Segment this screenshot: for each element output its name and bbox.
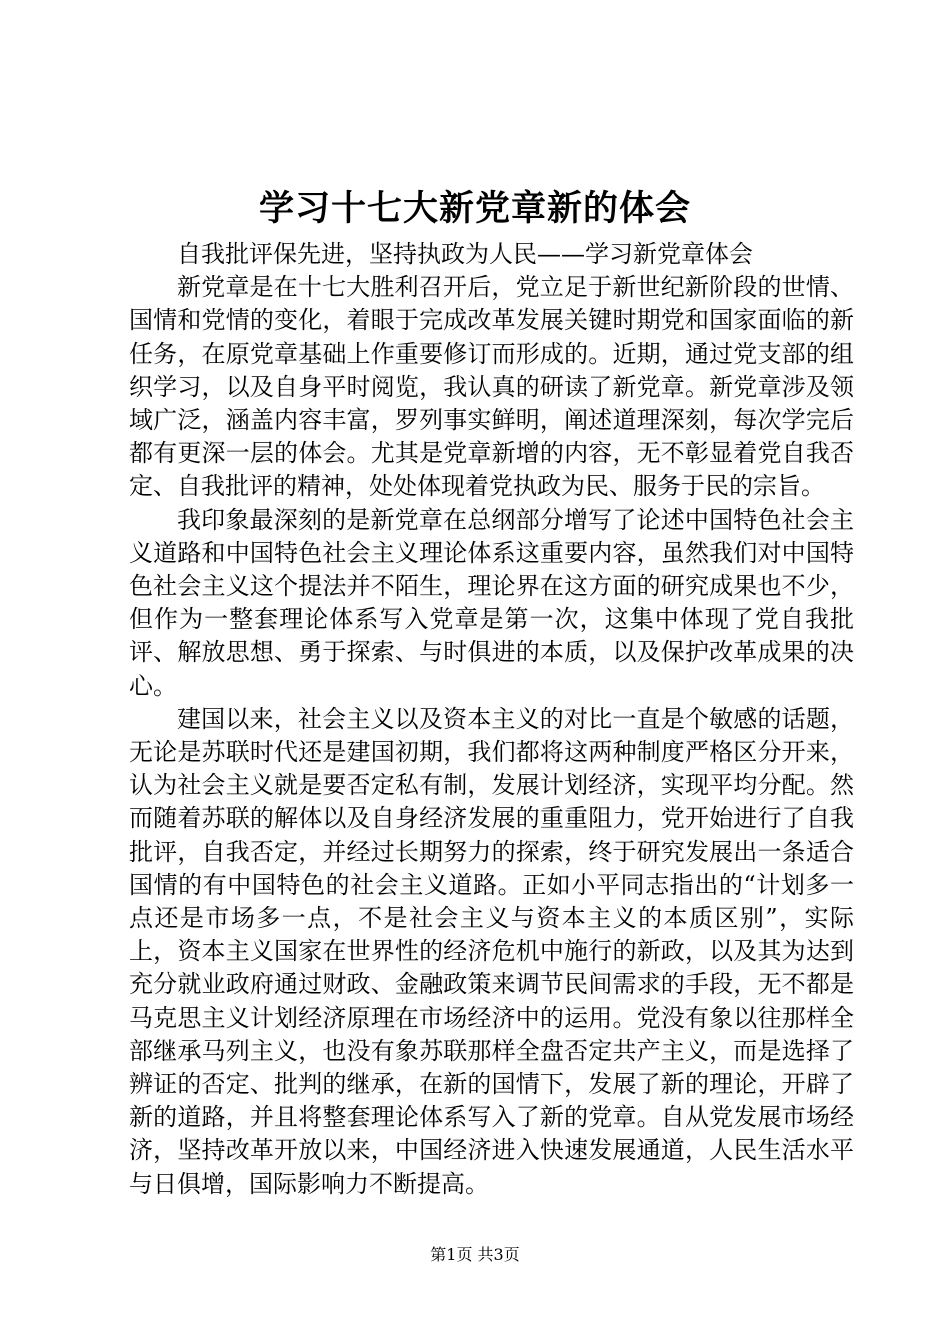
paragraph-subtitle: 自我批评保先进，坚持执政为人民——学习新党章体会 [177,240,753,268]
document-title: 学习十七大新党章新的体会 [258,188,691,229]
document-body [129,238,854,1201]
page-number: 第1页 共3页 [430,1245,520,1264]
paragraph: 我印象最深刻的是新党章在总纲部分增写了论述中国特色社会主义道路和中国特色社会主义理论体系这重要内容，虽然我们对中国特色社会主义这个提法并不陌生，理论界在这方面的研究成果也不少，但作为一整套理论体系写入党章是第一次，这集中体现了党自我批评、解放思想、勇于探索、与时俱进的本质，以及保护改革成果的决心。 [129,505,854,700]
paragraph: 新党章是在十七大胜利召开后，党立足于新世纪新阶段的世情、国情和党情的变化，着眼于完成改革发展关键时期党和国家面临的新任务，在原党章基础上作重要修订而形成的。近期，通过党支部的组织学习，以及自身平时阅览，我认真的研读了新党章。新党章涉及领域广泛，涵盖内容丰富，罗列事实鲜明，阐述道理深刻，每次学完后都有更深一层的体会。尤其是党章新增的内容，无不彰显着党自我否定、自我批评的精神，处处体现着党执政为民、服务于民的宗旨。 [129,273,854,501]
paragraph: 建国以来，社会主义以及资本主义的对比一直是个敏感的话题，无论是苏联时代还是建国初期，我们都将这两种制度严格区分开来，认为社会主义就是要否定私有制，发展计划经济，实现平均分配。然而随着苏联的解体以及自身经济发展的重重阻力，党开始进行了自我批评，自我否定，并经过长期努力的探索，终于研究发展出一条适合国情的有中国特色的社会主义道路。正如小平同志指出的“计划多一点还是市场多一点，不是社会主义与资本主义的本质区别”，实际上，资本主义国家在世界性的经济危机中施行的新政，以及其为达到充分就业政府通过财政、金融政策来调节民间需求的手段，无不都是马克思主义计划经济原理在市场经济中的运用。党没有象以往那样全部继承马列主义，也没有象苏联那样全盘否定共产主义，而是选择了辨证的否定、批判的继承，在新的国情下，发展了新的理论，开辟了新的道路，并且将整套理论体系写入了新的党章。自从党发展市场经济，坚持改革开放以来，中国经济进入快速发展通道，人民生活水平与日俱增，国际影响力不断提高。 [129,704,854,1198]
